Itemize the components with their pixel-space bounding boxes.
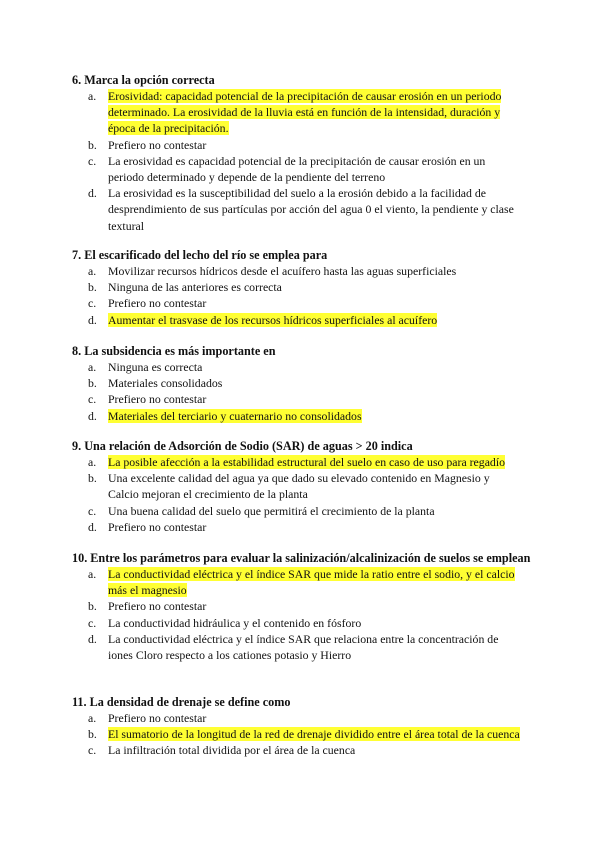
- option-text: Movilizar recursos hídricos desde el acuífero hasta las aguas superficiales: [108, 264, 457, 278]
- option-text: La conductividad eléctrica y el índice SAR que relaciona entre la concentración de iones Cloro respecto a los cationes potasio y Hierro: [108, 631, 499, 663]
- option-text: Aumentar el trasvase de los recursos hídricos superficiales al acuífero: [108, 312, 438, 327]
- option-text: El sumatorio de la longitud de la red de drenaje dividido entre el área total de la cuenca: [108, 727, 520, 742]
- question-9: [72, 438, 532, 535]
- option-letter: b.: [88, 727, 97, 742]
- question-7-option-c[interactable]: [72, 295, 532, 311]
- question-6-option-c[interactable]: [72, 153, 532, 185]
- question-7-option-b[interactable]: [72, 279, 532, 295]
- question-10-option-d[interactable]: [72, 631, 532, 663]
- option-text: La erosividad es la susceptibilidad del suelo a la erosión debido a la facilidad de desprendimiento de sus partículas por acción del agua 0 el viento, la pendiente y clase textural: [108, 186, 514, 233]
- option-letter: d.: [88, 408, 97, 423]
- question-11-option-a[interactable]: [72, 710, 532, 726]
- question-9-option-c[interactable]: [72, 503, 532, 519]
- option-letter: a.: [88, 360, 97, 374]
- question-8-option-a[interactable]: [72, 359, 532, 375]
- question-10-title: 10. Entre los parámetros para evaluar la salinización/alcalinización de suelos se emplean: [72, 551, 531, 565]
- option-letter: a.: [88, 567, 97, 581]
- option-letter: d.: [88, 186, 97, 201]
- question-6-option-d[interactable]: [72, 185, 532, 234]
- question-8: [72, 343, 532, 424]
- option-letter: b.: [88, 471, 97, 486]
- option-letter: d.: [88, 519, 97, 534]
- option-text: La posible afección a la estabilidad estructural del suelo en caso de uso para regadío: [108, 455, 505, 469]
- option-text: La conductividad hidráulica y el contenido en fósforo: [108, 615, 362, 630]
- question-6-title: 6. Marca la opción correcta: [72, 73, 215, 87]
- question-9-title: 9. Una relación de Adsorción de Sodio (SAR) de aguas > 20 indica: [72, 439, 413, 453]
- option-text: Prefiero no contestar: [108, 599, 207, 614]
- option-letter: c.: [88, 615, 97, 630]
- question-7-option-d[interactable]: [72, 312, 532, 328]
- option-letter: b.: [88, 280, 97, 295]
- question-11-option-c[interactable]: [72, 742, 532, 758]
- option-letter: b.: [88, 376, 97, 391]
- option-text: La infiltración total dividida por el área de la cuenca: [108, 743, 356, 758]
- question-7-option-a[interactable]: [72, 263, 532, 279]
- option-text: Una excelente calidad del agua ya que dado su elevado contenido en Magnesio y Calcio mejoran el crecimiento de la planta: [108, 471, 490, 502]
- question-6-option-b[interactable]: [72, 137, 532, 153]
- option-letter: a.: [88, 711, 97, 725]
- option-text: Prefiero no contestar: [108, 519, 207, 534]
- option-letter: a.: [88, 264, 97, 278]
- option-letter: d.: [88, 631, 97, 646]
- question-6: [72, 72, 532, 234]
- option-letter: a.: [88, 89, 97, 103]
- question-11-option-b[interactable]: [72, 726, 532, 742]
- option-letter: c.: [88, 296, 97, 311]
- question-7: [72, 247, 532, 328]
- option-text: Ninguna de las anteriores es correcta: [108, 280, 282, 295]
- option-text: La erosividad es capacidad potencial de la precipitación de causar erosión en un periodo determinado y depende de la pendiente del terreno: [108, 153, 486, 185]
- option-text: Una buena calidad del suelo que permitirá el crecimiento de la planta: [108, 503, 435, 518]
- option-text: Ninguna es correcta: [108, 360, 203, 374]
- option-letter: b.: [88, 137, 97, 152]
- option-letter: c.: [88, 392, 97, 407]
- option-text: Prefiero no contestar: [108, 392, 207, 407]
- question-10-option-a[interactable]: [72, 566, 532, 598]
- option-letter: b.: [88, 599, 97, 614]
- option-text: Materiales del terciario y cuaternario no consolidados: [108, 408, 362, 423]
- question-11-title: 11. La densidad de drenaje se define como: [72, 695, 291, 709]
- question-11: [72, 694, 532, 759]
- question-10-option-c[interactable]: [72, 615, 532, 631]
- question-10: [72, 550, 532, 663]
- option-letter: c.: [88, 503, 97, 518]
- question-9-option-b[interactable]: [72, 470, 532, 502]
- option-letter: a.: [88, 455, 97, 469]
- question-8-title: 8. La subsidencia es más importante en: [72, 344, 276, 358]
- option-letter: c.: [88, 153, 97, 168]
- option-letter: c.: [88, 743, 97, 758]
- option-letter: d.: [88, 312, 97, 327]
- question-7-title: 7. El escarificado del lecho del río se emplea para: [72, 248, 328, 262]
- option-text: La conductividad eléctrica y el índice SAR que mide la ratio entre el sodio, y el calcio más el magnesio: [108, 567, 515, 598]
- question-10-option-b[interactable]: [72, 598, 532, 614]
- option-text: Prefiero no contestar: [108, 296, 207, 311]
- question-9-option-a[interactable]: [72, 454, 532, 470]
- question-9-option-d[interactable]: [72, 519, 532, 535]
- question-8-option-d[interactable]: [72, 408, 532, 424]
- question-8-option-c[interactable]: [72, 391, 532, 407]
- option-text: Erosividad: capacidad potencial de la precipitación de causar erosión en un periodo determinado. La erosividad de la lluvia está en función de la intensidad, duración y época de la precipitación.: [108, 89, 502, 136]
- option-text: Prefiero no contestar: [108, 711, 207, 725]
- option-text: Prefiero no contestar: [108, 137, 207, 152]
- question-8-option-b[interactable]: [72, 375, 532, 391]
- option-text: Materiales consolidados: [108, 376, 223, 391]
- question-6-option-a[interactable]: [72, 88, 532, 137]
